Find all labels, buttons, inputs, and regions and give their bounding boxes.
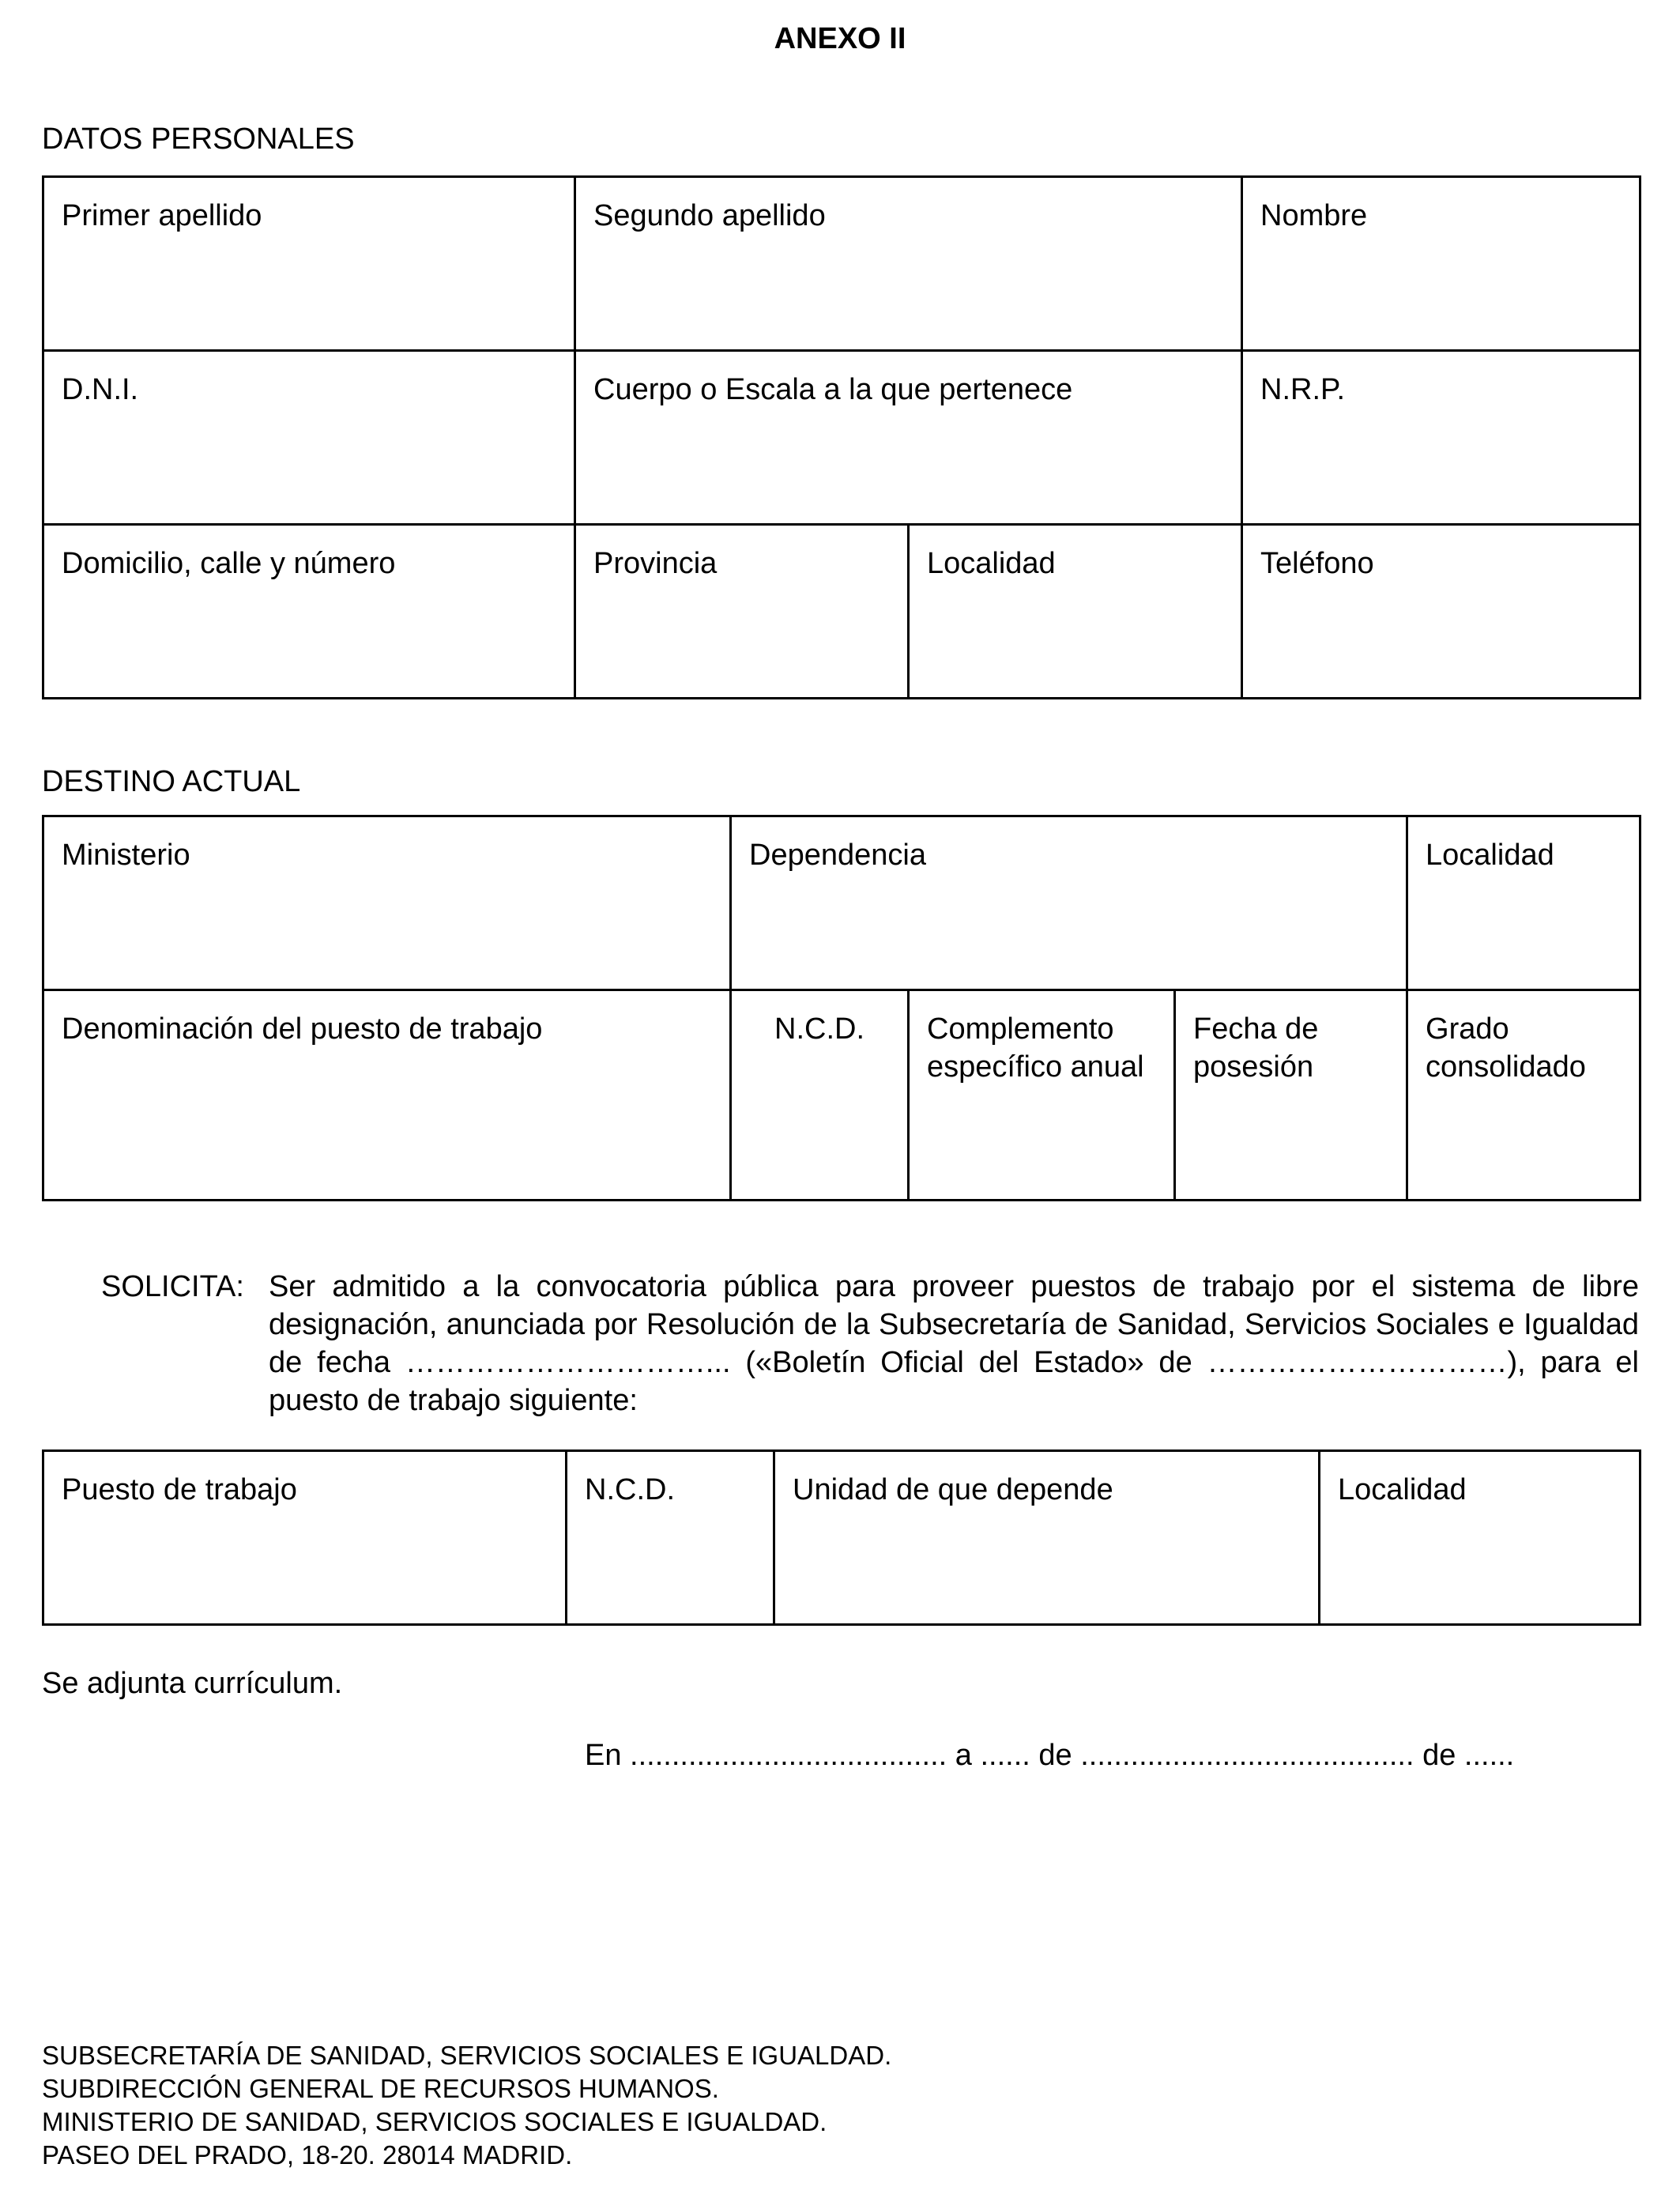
field-cuerpo-escala[interactable]: Cuerpo o Escala a la que pertenece [575,351,1242,525]
page-title: ANEXO II [774,22,906,55]
field-unidad-depende[interactable]: Unidad de que depende [774,1451,1320,1625]
destino-actual-table [42,815,1641,1201]
field-ministerio[interactable]: Ministerio [43,816,731,990]
field-localidad-puesto[interactable]: Localidad [1320,1451,1640,1625]
field-dni[interactable]: D.N.I. [43,351,575,525]
field-dependencia[interactable]: Dependencia [731,816,1407,990]
field-primer-apellido[interactable]: Primer apellido [43,177,575,351]
field-provincia[interactable]: Provincia [575,525,909,699]
solicita-text: Ser admitido a la convocatoria pública para proveer puestos de trabajo por el sistema de libre designación, anunciada por Resolución de la Subsecretaría de Sanidad, Servicios Sociales e Igualdad de fecha …………………………... («Boletín Oficial del Estado» de …………………………), para el puesto de trabajo siguiente: [269,1270,1639,1417]
field-nrp[interactable]: N.R.P. [1242,351,1640,525]
field-segundo-apellido[interactable]: Segundo apellido [575,177,1242,351]
datos-personales-table [42,175,1641,699]
field-ncd-puesto[interactable]: N.C.D. [567,1451,774,1625]
adjunta-curriculum: Se adjunta currículum. [42,1667,343,1700]
footer-line: MINISTERIO DE SANIDAD, SERVICIOS SOCIALES E IGUALDAD. [42,2107,827,2136]
puesto-solicitado-table [42,1449,1641,1626]
field-localidad-destino[interactable]: Localidad [1407,816,1640,990]
footer-line: SUBDIRECCIÓN GENERAL DE RECURSOS HUMANOS. [42,2074,719,2103]
footer-line: SUBSECRETARÍA DE SANIDAD, SERVICIOS SOCIALES E IGUALDAD. [42,2041,892,2070]
field-telefono[interactable]: Teléfono [1242,525,1640,699]
solicita-label: SOLICITA: [101,1270,244,1303]
field-domicilio[interactable]: Domicilio, calle y número [43,525,575,699]
footer-line: PASEO DEL PRADO, 18-20. 28014 MADRID. [42,2140,573,2169]
field-nombre[interactable]: Nombre [1242,177,1640,351]
field-denominacion-puesto[interactable]: Denominación del puesto de trabajo [43,990,731,1201]
section-heading-datos-personales: DATOS PERSONALES [42,123,355,156]
field-localidad[interactable]: Localidad [909,525,1242,699]
footer-address [42,2039,891,2172]
field-puesto-trabajo[interactable]: Puesto de trabajo [43,1451,567,1625]
solicita-paragraph [101,1268,1639,1419]
field-grado-consolidado[interactable]: Grado consolidado [1407,990,1640,1201]
field-fecha-posesion[interactable]: Fecha de posesión [1175,990,1407,1201]
date-place-line[interactable]: En ...................................... a ...... de ........................................ de ...... [585,1739,1515,1772]
section-heading-destino-actual: DESTINO ACTUAL [42,765,301,798]
field-ncd-destino[interactable]: N.C.D. [731,990,909,1201]
field-complemento-especifico[interactable]: Complemento específico anual [909,990,1175,1201]
